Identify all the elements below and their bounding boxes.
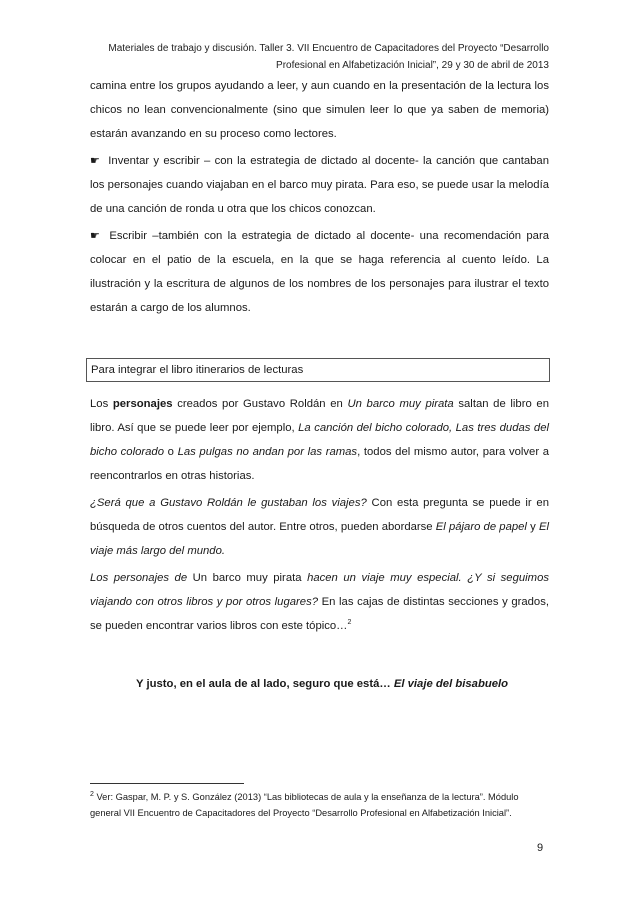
book-title: El pájaro de papel — [435, 521, 527, 533]
text-run: Con esta pregunta se puede ir en búsqueda de otros cuentos del autor. Entre otros, pueden abordarse — [90, 497, 549, 533]
text-run: Los — [90, 398, 113, 410]
header-line-2: Profesional en Alfabetización Inicial”, 29 y 30 de abril de 2013 — [276, 60, 549, 71]
paragraph-continuation: camina entre los grupos ayudando a leer, y aun cuando en la presentación de la lectura los chicos no lean convencionalmente (sino que simulen leer lo que ya saben de memoria) estarán avanzando en su proceso como lectores. — [90, 80, 549, 140]
pointing-hand-icon: ☛ — [90, 154, 100, 167]
question-text: ¿Será que a Gustavo Roldán le gustaban los viajes? — [90, 497, 367, 509]
book-title: El viaje más largo del mundo. — [90, 521, 549, 557]
italic-run: Los personajes de — [90, 572, 188, 584]
header-line-1: Materiales de trabajo y discusión. Taller 3. VII Encuentro de Capacitadores del Proyecto “Desarrollo — [108, 43, 549, 54]
page-number: 9 — [537, 842, 544, 854]
paragraph-activity-recommendation — [90, 224, 549, 320]
text-run: o — [164, 446, 178, 458]
book-title-upright: Un barco muy pirata — [187, 572, 308, 584]
text-run: , todos del mismo autor, para volver a reencontrarlos en otras historias. — [90, 446, 550, 482]
body-section-2 — [90, 392, 549, 641]
footnote — [90, 789, 550, 821]
text-run: creados por Gustavo Roldán en — [172, 398, 348, 410]
text-run: En las cajas de distintas secciones y grados, se pueden encontrar varios libros con este tópico… — [90, 596, 549, 632]
footnote-number: 2 — [90, 790, 94, 798]
activity-song-text: Inventar y escribir – con la estrategia de dictado al docente- la canción que cantaban los personajes cuando viajaban en el barco muy pirata. Para eso, se puede usar la melodía de una canción de ronda u otra que los chicos conozcan. — [90, 155, 549, 215]
book-title: Un barco muy pirata — [347, 398, 454, 410]
closing-book-title: El viaje del bisabuelo — [393, 678, 509, 690]
paragraph-characters — [90, 392, 549, 488]
section-box-title: Para integrar el libro itinerarios de lecturas — [86, 358, 550, 382]
paragraph-activity-song — [90, 149, 549, 221]
body-section-1 — [90, 74, 549, 323]
pointing-hand-icon: ☛ — [90, 229, 100, 242]
footnote-divider — [90, 783, 244, 784]
closing-text: Y justo, en el aula de al lado, seguro que está… — [136, 678, 394, 690]
footnote-ref[interactable]: 2 — [347, 619, 352, 627]
text-run: saltan de libro en libro. Así que se puede leer por ejemplo, — [90, 398, 549, 434]
bold-run: personajes — [112, 398, 173, 410]
paragraph-question — [90, 491, 549, 563]
italic-run: hacen un viaje muy especial. ¿Y si seguimos viajando con otros libros y por otros lugares? — [90, 572, 550, 608]
page-header — [95, 40, 549, 74]
book-titles: La canción del bicho colorado, Las tres dudas del bicho colorado — [90, 422, 549, 458]
book-title: Las pulgas no andan por las ramas — [177, 446, 358, 458]
activity-recommendation-text: Escribir –también con la estrategia de dictado al docente- una recomendación para colocar en el patio de la escuela, en la que se haga referencia al cuento leído. La ilustración y la escritura de algunos de los nombres de los personajes para ilustrar el texto estarán a cargo de los alumnos. — [90, 230, 549, 314]
footnote-text: Ver: Gaspar, M. P. y S. González (2013) “Las bibliotecas de aula y la enseñanza de la lectura”. Módulo general VII Encuentro de Capacitadores del Proyecto “Desarrollo Profesional en Alfabetización Inicial”. — [90, 792, 519, 818]
text-run: y — [526, 521, 539, 533]
paragraph-journey — [90, 566, 549, 638]
closing-line — [136, 678, 556, 690]
